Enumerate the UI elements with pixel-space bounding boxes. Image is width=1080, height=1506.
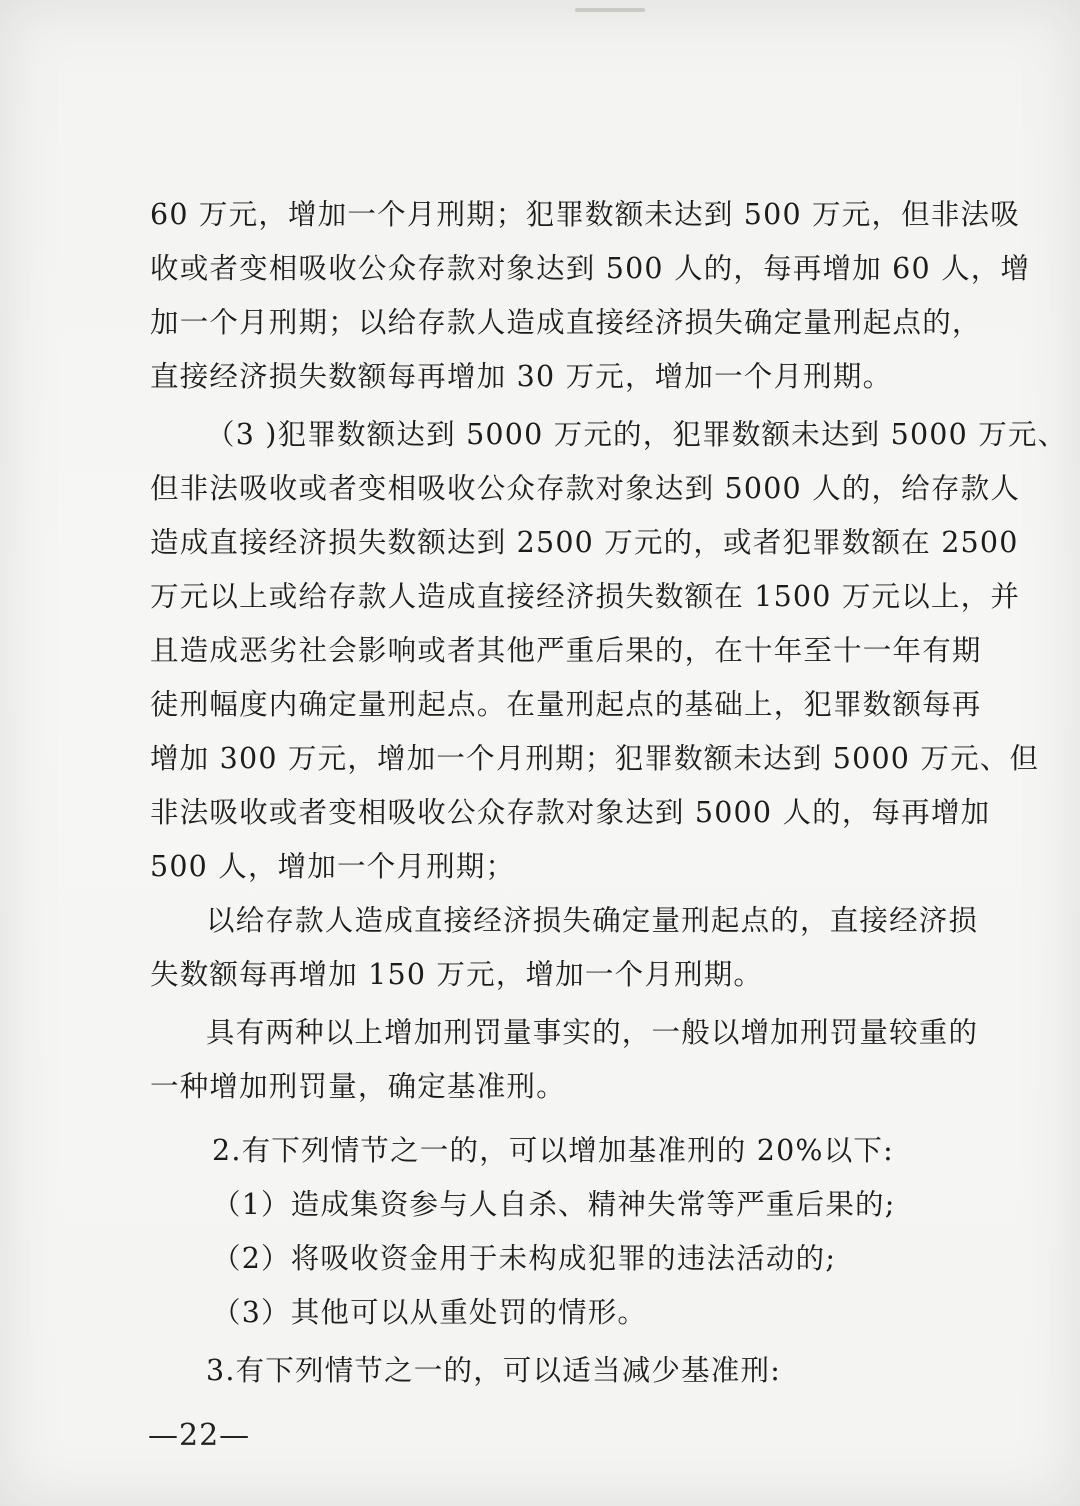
text-line: 60 万元，增加一个月刑期；犯罪数额未达到 500 万元，但非法吸 bbox=[150, 198, 1020, 231]
text-line: （3）其他可以从重处罚的情形。 bbox=[212, 1296, 648, 1329]
list-item-2 bbox=[150, 1232, 1010, 1286]
text-line: 收或者变相吸收公众存款对象达到 500 人的，每再增加 60 人，增 bbox=[150, 252, 1031, 285]
text-line: （3 )犯罪数额达到 5000 万元的，犯罪数额未达到 5000 万元、 bbox=[206, 418, 1068, 451]
text-line: 但非法吸收或者变相吸收公众存款对象达到 5000 人的，给存款人 bbox=[150, 472, 1021, 505]
text-line: 徒刑幅度内确定量刑起点。在量刑起点的基础上，犯罪数额每再 bbox=[150, 688, 982, 721]
text-line: 非法吸收或者变相吸收公众存款对象达到 5000 人的，每再增加 bbox=[150, 796, 991, 829]
text-line: 万元以上或给存款人造成直接经济损失数额在 1500 万元以上，并 bbox=[150, 580, 1021, 613]
text-line: 直接经济损失数额每再增加 30 万元，增加一个月刑期。 bbox=[150, 360, 893, 393]
text-line: 2.有下列情节之一的，可以增加基准刑的 20%以下: bbox=[212, 1134, 894, 1167]
paragraph-loss bbox=[150, 894, 1010, 1002]
text-line: 以给存款人造成直接经济损失确定量刑起点的，直接经济损 bbox=[206, 904, 979, 937]
paragraph-combined bbox=[150, 1006, 1010, 1114]
paragraph-continuation bbox=[150, 188, 1031, 404]
list-item-3 bbox=[150, 1286, 1010, 1340]
paragraph-item-3 bbox=[150, 408, 1068, 894]
scan-mark bbox=[575, 8, 645, 12]
text-line: （1）造成集资参与人自杀、精神失常等严重后果的; bbox=[212, 1188, 896, 1221]
text-line: 失数额每再增加 150 万元，增加一个月刑期。 bbox=[150, 958, 764, 991]
text-line: 500 人，增加一个月刑期； bbox=[150, 850, 516, 883]
text-line: 且造成恶劣社会影响或者其他严重后果的，在十年至十一年有期 bbox=[150, 634, 982, 667]
text-line: 增加 300 万元，增加一个月刑期；犯罪数额未达到 5000 万元、但 bbox=[150, 742, 1040, 775]
paragraph-section-3 bbox=[150, 1344, 1010, 1398]
list-item-1 bbox=[150, 1178, 1010, 1232]
document-body bbox=[150, 188, 1068, 1398]
text-line: 加一个月刑期；以给存款人造成直接经济损失确定量刑起点的， bbox=[150, 306, 982, 339]
text-line: 3.有下列情节之一的，可以适当减少基准刑: bbox=[206, 1354, 781, 1387]
paragraph-section-2 bbox=[150, 1124, 1010, 1178]
text-line: （2）将吸收资金用于未构成犯罪的违法活动的; bbox=[212, 1242, 837, 1275]
page-number: —22— bbox=[148, 1418, 251, 1453]
text-line: 具有两种以上增加刑罚量事实的，一般以增加刑罚量较重的 bbox=[206, 1016, 979, 1049]
text-line: 一种增加刑罚量，确定基准刑。 bbox=[150, 1070, 566, 1103]
text-line: 造成直接经济损失数额达到 2500 万元的，或者犯罪数额在 2500 bbox=[150, 526, 1019, 559]
